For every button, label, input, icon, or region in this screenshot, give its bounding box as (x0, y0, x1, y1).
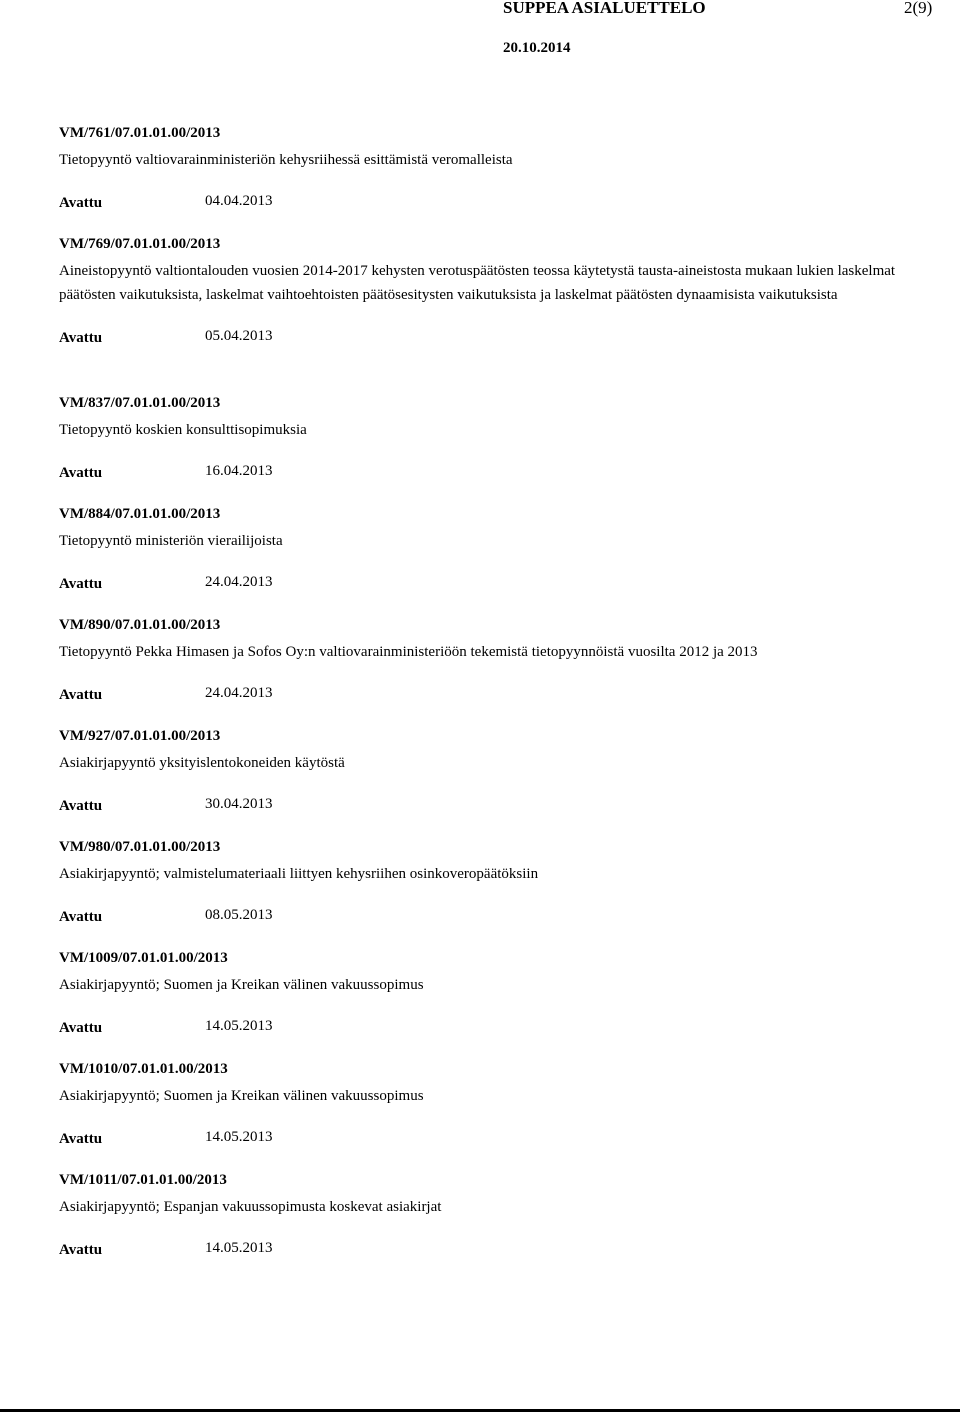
opened-row (59, 682, 939, 704)
case-id: VM/980/07.01.01.00/2013 (59, 839, 221, 855)
case-description: Tietopyyntö koskien konsulttisopimuksia (59, 422, 307, 438)
case-id: VM/761/07.01.01.00/2013 (59, 125, 221, 141)
list-item (59, 725, 939, 815)
opened-row (59, 571, 939, 593)
list-item (59, 1058, 939, 1148)
opened-date: 14.05.2013 (205, 1240, 273, 1256)
case-id: VM/837/07.01.01.00/2013 (59, 395, 221, 411)
case-description: Aineistopyyntö valtiontalouden vuosien 2014-2017 kehysten verotuspäätösten teossa käytetystä tausta-aineistosta mukaan lukien laskelmat päätösten vaikutuksista, laskelmat vaihtoehtoisten päätösesitysten vaikutuksista ja laskelmat päätösten dynaamisista vaikutuksista (59, 263, 896, 303)
opened-label: Avattu (59, 465, 103, 481)
opened-row (59, 793, 939, 815)
list-item (59, 503, 939, 593)
case-description: Asiakirjapyyntö; valmistelumateriaali liittyen kehysriihen osinkoveropäätöksiin (59, 866, 539, 882)
case-id: VM/1010/07.01.01.00/2013 (59, 1061, 228, 1077)
page-number: 2(9) (904, 0, 933, 17)
case-description: Asiakirjapyyntö; Espanjan vakuussopimusta koskevat asiakirjat (59, 1199, 442, 1215)
opened-label: Avattu (59, 798, 103, 814)
opened-row (59, 1126, 939, 1148)
opened-date: 24.04.2013 (205, 685, 273, 701)
list-item (59, 836, 939, 926)
case-description: Asiakirjapyyntö; Suomen ja Kreikan välinen vakuussopimus (59, 1088, 424, 1104)
case-description: Asiakirjapyyntö; Suomen ja Kreikan välinen vakuussopimus (59, 977, 424, 993)
case-id: VM/1009/07.01.01.00/2013 (59, 950, 228, 966)
opened-row (59, 1015, 939, 1037)
case-description: Asiakirjapyyntö yksityislentokoneiden käytöstä (59, 755, 345, 771)
opened-label: Avattu (59, 1131, 103, 1147)
list-item (59, 614, 939, 704)
document-date: 20.10.2014 (503, 40, 571, 56)
case-description: Tietopyyntö valtiovarainministeriön kehysriihessä esittämistä veromalleista (59, 152, 513, 168)
opened-date: 30.04.2013 (205, 796, 273, 812)
opened-row (59, 190, 939, 212)
opened-label: Avattu (59, 330, 103, 346)
opened-date: 04.04.2013 (205, 193, 273, 209)
opened-label: Avattu (59, 1020, 103, 1036)
case-description: Tietopyyntö Pekka Himasen ja Sofos Oy:n valtiovarainministeriöön tekemistä tietopyynnöistä vuosilta 2012 ja 2013 (59, 644, 758, 660)
opened-date: 14.05.2013 (205, 1018, 273, 1034)
list-item (59, 947, 939, 1037)
case-id: VM/769/07.01.01.00/2013 (59, 236, 221, 252)
opened-label: Avattu (59, 1242, 103, 1258)
opened-label: Avattu (59, 909, 103, 925)
opened-row (59, 1237, 939, 1259)
opened-row (59, 460, 939, 482)
case-id: VM/1011/07.01.01.00/2013 (59, 1172, 227, 1188)
case-id: VM/890/07.01.01.00/2013 (59, 617, 221, 633)
case-description: Tietopyyntö ministeriön vierailijoista (59, 533, 283, 549)
case-id: VM/884/07.01.01.00/2013 (59, 506, 221, 522)
list-item (59, 1169, 939, 1259)
opened-label: Avattu (59, 576, 103, 592)
opened-date: 08.05.2013 (205, 907, 273, 923)
opened-label: Avattu (59, 195, 103, 211)
document-title: SUPPEA ASIALUETTELO (503, 0, 706, 17)
opened-label: Avattu (59, 687, 103, 703)
footer-rule (0, 1409, 960, 1412)
opened-date: 16.04.2013 (205, 463, 273, 479)
opened-date: 24.04.2013 (205, 574, 273, 590)
case-id: VM/927/07.01.01.00/2013 (59, 728, 221, 744)
list-item (59, 122, 939, 212)
opened-date: 14.05.2013 (205, 1129, 273, 1145)
opened-date: 05.04.2013 (205, 328, 273, 344)
list-item (59, 392, 939, 482)
opened-row (59, 904, 939, 926)
list-item (59, 233, 939, 347)
opened-row (59, 325, 939, 347)
